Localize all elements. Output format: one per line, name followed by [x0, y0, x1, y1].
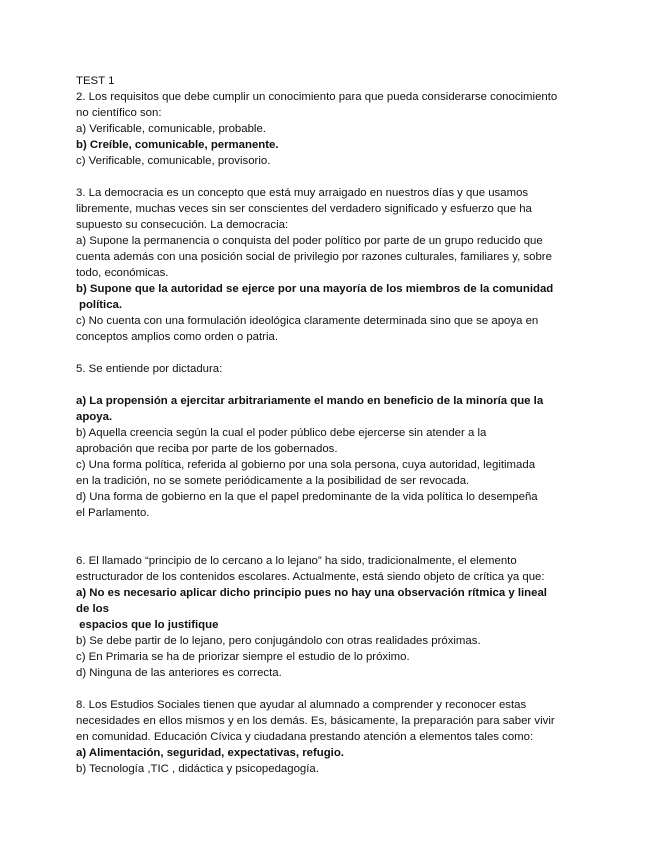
option-b-correct: política.: [79, 299, 123, 311]
option-b: b) Tecnología ,TIC , didáctica y psicopedagogía.: [76, 763, 319, 775]
spacer: [76, 345, 586, 361]
option-b: b) Aquella creencia según la cual el poder público debe ejercerse sin atender a la: [76, 427, 487, 439]
question-5: [76, 361, 586, 521]
question-stem-line: 5. Se entiende por dictadura:: [76, 363, 223, 375]
option-a: cuenta además con una posición social de privilegio por razones culturales, familiares y, sobre: [76, 251, 552, 263]
question-stem-line: libremente, muchas veces sin ser conscientes del verdadero significado y esfuerzo que ha: [76, 203, 532, 215]
question-2: [76, 89, 586, 169]
question-stem-line: no científico son:: [76, 107, 162, 119]
spacer: [76, 521, 586, 553]
option-d: el Parlamento.: [76, 507, 150, 519]
spacer: [76, 377, 586, 393]
option-b: aprobación que reciba por parte de los gobernados.: [76, 443, 338, 455]
question-stem-line: en comunidad. Educación Cívica y ciudadana prestando atención a elementos tales como:: [76, 731, 534, 743]
option-a: todo, económicas.: [76, 267, 169, 279]
option-a: a) Supone la permanencia o conquista del poder político por parte de un grupo reducido que: [76, 235, 543, 247]
option-b-correct: b) Creíble, comunicable, permanente.: [76, 139, 279, 151]
option-c: conceptos amplios como orden o patria.: [76, 331, 278, 343]
option-a-correct: espacios que lo justifique: [76, 619, 219, 631]
document-content: [76, 73, 586, 777]
question-stem-line: 3. La democracia es un concepto que está muy arraigado en nuestros días y que usamos: [76, 187, 529, 199]
option-c: c) Una forma política, referida al gobierno por una sola persona, cuya autoridad, legitimada: [76, 459, 536, 471]
document-title: TEST 1: [76, 75, 115, 87]
option-a-correct: a) Alimentación, seguridad, expectativas, refugio.: [76, 747, 344, 759]
option-d: d) Ninguna de las anteriores es correcta.: [76, 667, 282, 679]
option-c: c) Verificable, comunicable, provisorio.: [76, 155, 271, 167]
option-c: c) En Primaria se ha de priorizar siempre el estudio de lo próximo.: [76, 651, 410, 663]
question-8: [76, 697, 586, 777]
question-stem-line: 8. Los Estudios Sociales tienen que ayudar al alumnado a comprender y reconocer estas: [76, 699, 527, 711]
option-b: b) Se debe partir de lo lejano, pero conjugándolo con otras realidades próximas.: [76, 635, 481, 647]
question-3: [76, 185, 586, 345]
question-stem-line: 2. Los requisitos que debe cumplir un conocimiento para que pueda considerarse conocimiento: [76, 91, 558, 103]
option-d: d) Una forma de gobierno en la que el papel predominante de la vida política lo desempeña: [76, 491, 538, 503]
spacer: [76, 169, 586, 185]
option-a-correct: a) La propensión a ejercitar arbitrariamente el mando en beneficio de la minoría que la: [76, 395, 544, 407]
question-stem-line: estructurador de los contenidos escolares. Actualmente, está siendo objeto de crítica ya que:: [76, 571, 545, 583]
option-a-correct: a) No es necesario aplicar dicho principio pues no hay una observación rítmica y lineal: [76, 587, 547, 599]
question-stem-line: 6. El llamado “principio de lo cercano a lo lejano” ha sido, tradicionalmente, el elemento: [76, 555, 517, 567]
option-c: c) No cuenta con una formulación ideológica claramente determinada sino que se apoya en: [76, 315, 539, 327]
option-a-correct: apoya.: [76, 411, 113, 423]
option-c: en la tradición, no se somete periódicamente a la posibilidad de ser revocada.: [76, 475, 470, 487]
option-a-correct: de los: [76, 603, 109, 615]
spacer: [76, 681, 586, 697]
question-stem-line: necesidades en ellos mismos y en los demás. Es, básicamente, la preparación para saber vivir: [76, 715, 555, 727]
question-stem-line: supuesto su consecución. La democracia:: [76, 219, 289, 231]
option-b-correct: b) Supone que la autoridad se ejerce por una mayoría de los miembros de la comunidad: [76, 283, 554, 295]
option-a: a) Verificable, comunicable, probable.: [76, 123, 266, 135]
question-6: [76, 553, 586, 681]
